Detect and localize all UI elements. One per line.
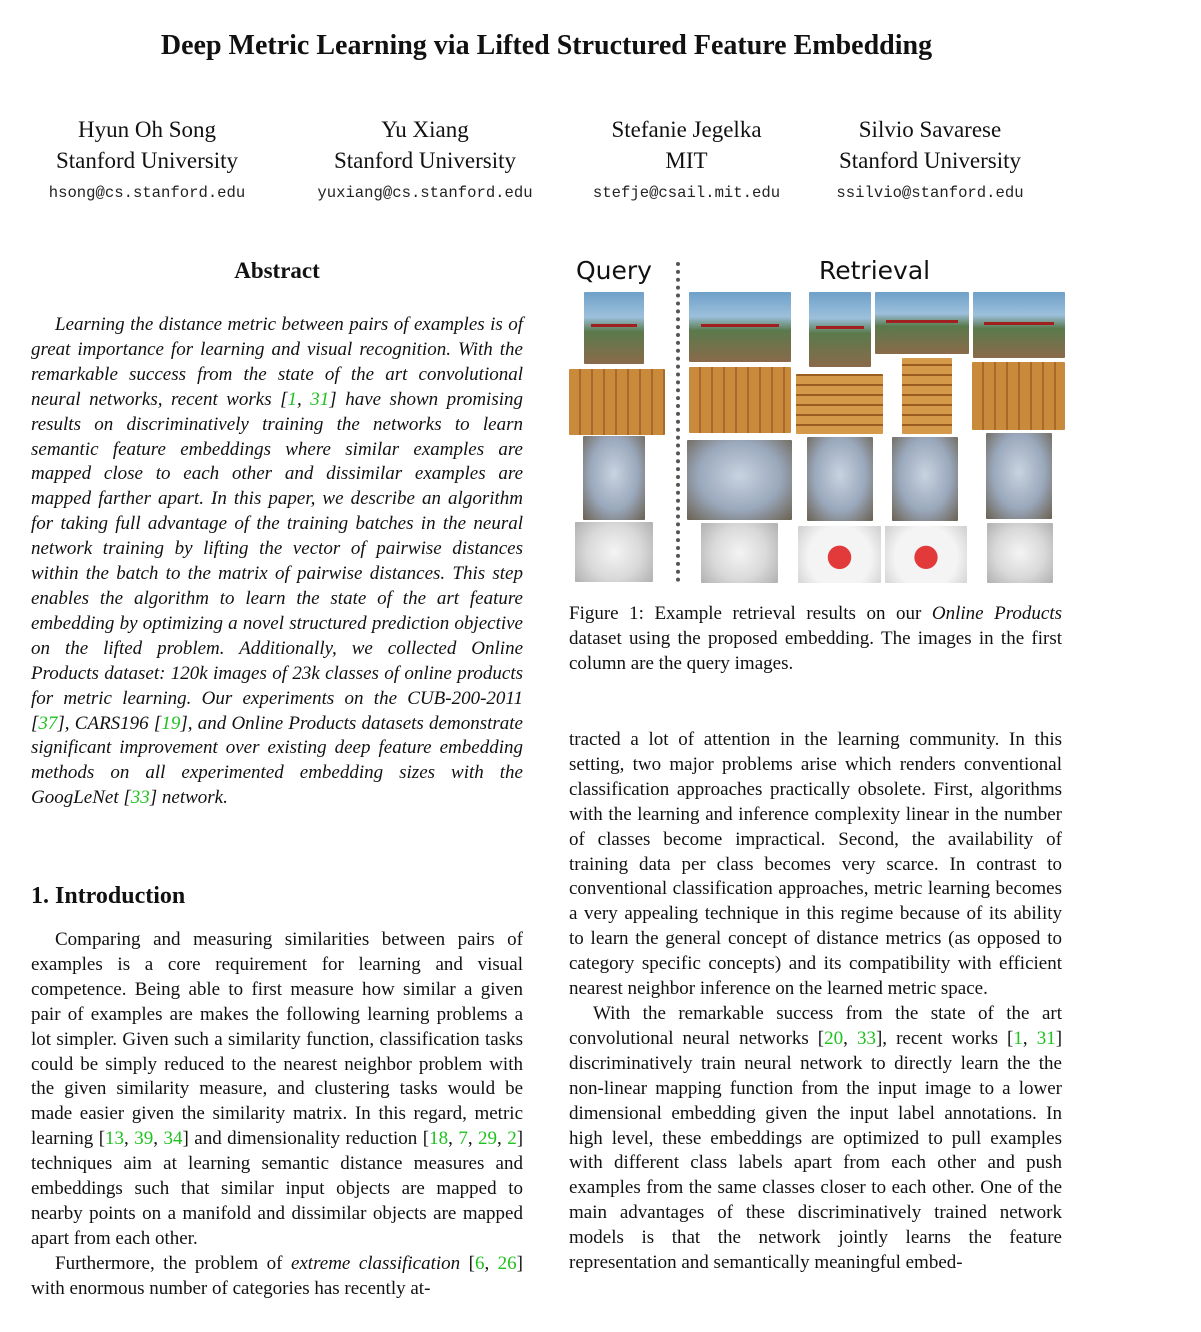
retrieval-image xyxy=(687,440,792,520)
author-name: Silvio Savarese xyxy=(858,117,1002,142)
retrieval-image xyxy=(902,358,952,434)
citation-link[interactable]: 31 xyxy=(310,388,330,410)
intro-paragraph: Furthermore, the problem of extreme classification [6, 26] with enormous number of categories has recently at- xyxy=(31,1252,523,1299)
author-email: yuxiang@cs.stanford.edu xyxy=(317,184,533,202)
retrieval-image xyxy=(701,523,778,583)
citation-link[interactable]: 1 xyxy=(1013,1027,1023,1049)
figure-caption xyxy=(569,602,1062,677)
author-2 xyxy=(290,114,560,202)
right-column-body xyxy=(569,728,1062,1276)
query-image-chair xyxy=(583,436,645,520)
citation-link[interactable]: 29 xyxy=(478,1128,498,1150)
query-label: Query xyxy=(576,256,652,285)
retrieval-image xyxy=(986,433,1052,519)
abstract-heading: Abstract xyxy=(234,258,320,283)
author-email: ssilvio@stanford.edu xyxy=(836,184,1024,202)
citation-link[interactable]: 18 xyxy=(429,1128,449,1150)
intro-paragraph: Comparing and measuring similarities between pairs of examples is a core requirement for learning and visual competence. Being able to first measure how similar a given pair of examples are makes the following learning problems a lot simpler. Given such a similarity function, classification tasks could be simply reduced to the nearest neighbor problem with the given similarity measure, and clustering tasks would be made easier given the similarity matrix. In this regard, metric learning [13, 39, 34] and dimensionality reduction [18, 7, 29, 2] techniques aim at learning semantic distance measures and embeddings such that similar input objects are mapped to nearby points on a manifold and dissimilar objects are mapped apart from each other. xyxy=(31,929,524,1249)
retrieval-image xyxy=(987,523,1053,583)
citation-link[interactable]: 6 xyxy=(474,1252,485,1274)
author-name: Yu Xiang xyxy=(381,117,469,142)
section-heading: 1. Introduction xyxy=(31,883,186,909)
citation-link[interactable]: 26 xyxy=(497,1252,517,1274)
citation-link[interactable]: 2 xyxy=(507,1128,517,1150)
retrieval-image xyxy=(807,437,873,521)
retrieval-image xyxy=(875,292,969,354)
citation-link[interactable]: 33 xyxy=(856,1027,876,1049)
retrieval-image xyxy=(885,526,967,583)
author-affiliation: MIT xyxy=(665,148,708,173)
retrieval-image xyxy=(972,362,1065,430)
abstract-paragraph: Learning the distance metric between pairs of examples is of great importance for learning and visual recognition. With the remarkable success from the state of the art convolutional neural networks, recent works [1, 31] have shown promising results on discriminatively training the networks to learn semantic feature embeddings where similar examples are mapped close to each other and dissimilar examples are mapped farther apart. In this paper, we describe an algorithm for taking full advantage of the training batches in the neural network training by lifting the vector of pairwise distances within the batch to the matrix of pairwise distances. This step enables the algorithm to learn the state of the art feature embedding by optimizing a novel structured prediction objective on the lifted problem. Additionally, we collected Online Products dataset: 120k images of 23k classes of online products for metric learning. Our experiments on the CUB-200-2011 [37], CARS196 [19], and Online Products datasets demonstrate significant improvement over existing deep feature embedding methods on all experimented embedding sizes with the GoogLeNet [33] network. xyxy=(31,314,523,809)
citation-link[interactable]: 34 xyxy=(163,1128,183,1150)
author-3 xyxy=(568,114,805,202)
query-image-mug xyxy=(575,522,653,582)
retrieval-label: Retrieval xyxy=(819,256,931,285)
citation-link[interactable]: 39 xyxy=(134,1128,154,1150)
citation-link[interactable]: 13 xyxy=(105,1128,125,1150)
author-affiliation: Stanford University xyxy=(838,148,1022,173)
author-affiliation: Stanford University xyxy=(55,148,239,173)
caption-text: Figure 1: Example retrieval results on our Online Products dataset using the proposed embedding. The images in the first column are the query images. xyxy=(569,603,1062,674)
divider xyxy=(676,262,680,582)
retrieval-image xyxy=(973,292,1065,358)
paper-title: Deep Metric Learning via Lifted Structured Feature Embedding xyxy=(160,30,933,61)
citation-link[interactable]: 31 xyxy=(1036,1027,1056,1049)
citation-link[interactable]: 7 xyxy=(458,1128,468,1150)
retrieval-image xyxy=(809,292,871,367)
retrieval-image xyxy=(798,526,881,583)
citation-link[interactable]: 1 xyxy=(287,388,298,410)
figure-1 xyxy=(569,256,1065,586)
author-email: stefje@csail.mit.edu xyxy=(592,184,781,202)
intro-paragraph: tracted a lot of attention in the learning community. In this setting, two major problems arise which renders conventional classification approaches practically obsolete. First, algorithms with the learning and inference complexity linear in the number of classes become impractical. Second, the availability of training data per class becomes very scarce. In contrast to conventional classification approaches, metric learning becomes a very appealing technique in this regime because of its ability to learn the general concept of distance metrics (as opposed to category specific concepts) and its compatibility with efficient nearest neighbor inference on the learned metric space. xyxy=(569,729,1062,1000)
author-1 xyxy=(22,114,272,202)
retrieval-image xyxy=(689,367,791,433)
author-name: Hyun Oh Song xyxy=(77,117,216,142)
citation-link[interactable]: 20 xyxy=(824,1027,844,1049)
query-image-bicycle xyxy=(584,292,644,364)
retrieval-image xyxy=(689,292,791,362)
author-4 xyxy=(812,114,1048,202)
citation-link[interactable]: 37 xyxy=(38,712,58,734)
citation-link[interactable]: 33 xyxy=(130,787,150,809)
intro-paragraph: With the remarkable success from the state of the art convolutional neural networks [20, 33], recent works [1, 31] discriminatively train neural network to directly learn the the non-linear mapping function from the input image to a lower dimensional embedding given the input label annotations. In high level, these embeddings are optimized to pull examples with different class labels apart from each other and push examples from the same classes closer to each other. One of the main advantages of these discriminatively trained network models is that the network jointly learns the feature representation and semantically meaningful embed- xyxy=(569,1002,1063,1274)
author-email: hsong@cs.stanford.edu xyxy=(48,184,246,202)
query-image-cabinet xyxy=(569,369,665,435)
author-affiliation: Stanford University xyxy=(333,148,517,173)
abstract-body xyxy=(31,313,523,811)
retrieval-image xyxy=(892,437,958,521)
citation-link[interactable]: 19 xyxy=(161,712,181,734)
author-name: Stefanie Jegelka xyxy=(611,117,762,142)
retrieval-image xyxy=(796,374,883,434)
intro-body xyxy=(31,928,523,1302)
